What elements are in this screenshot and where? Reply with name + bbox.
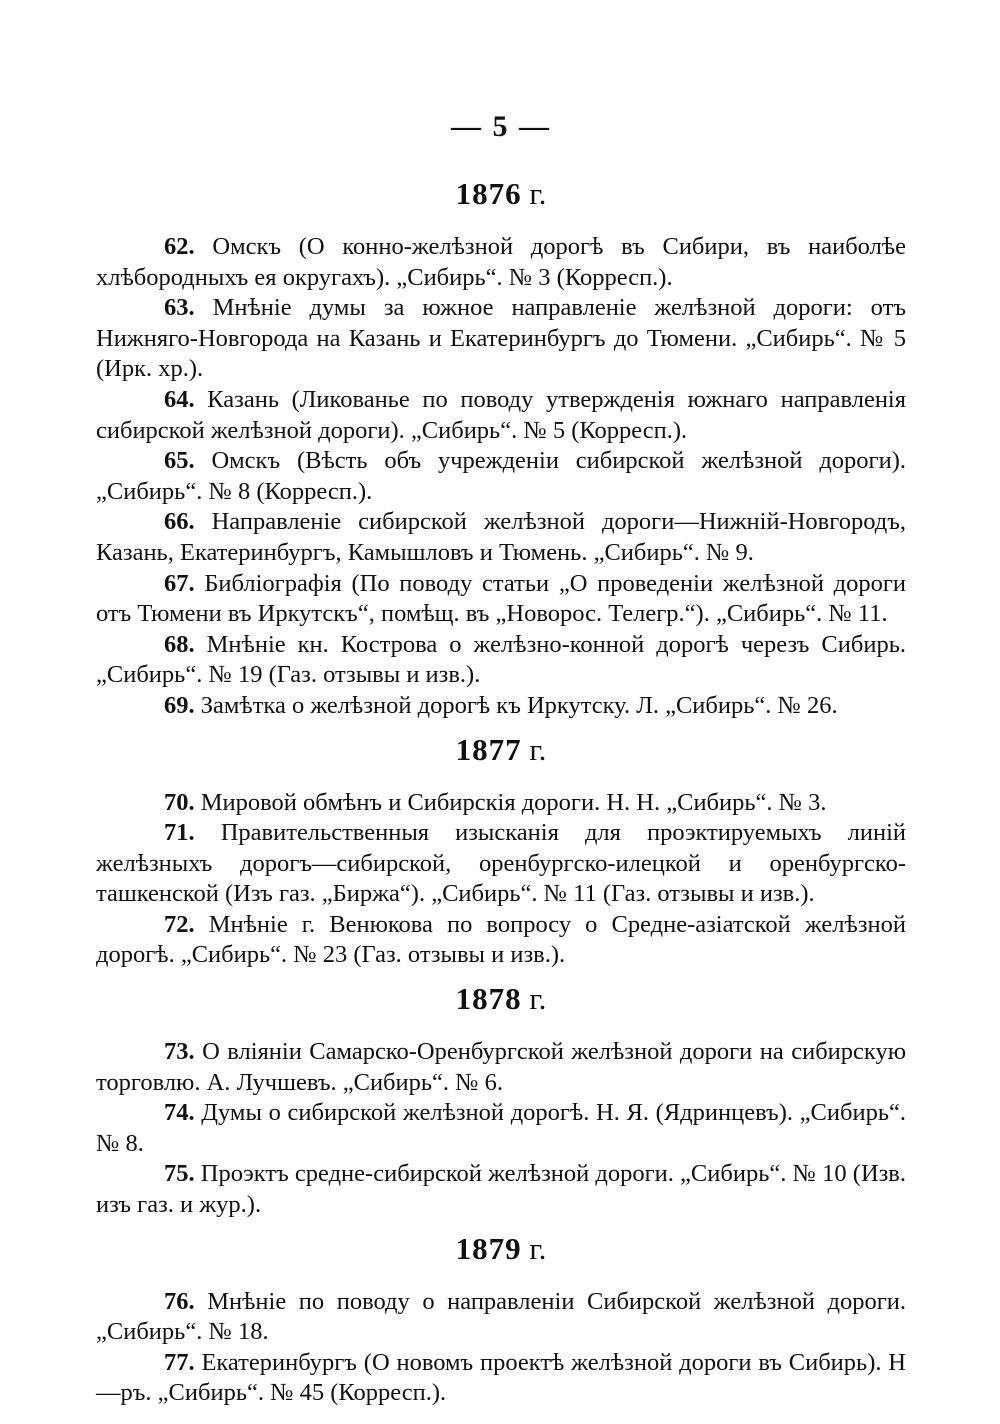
entry-number: 62. xyxy=(164,233,195,260)
entry-number: 67. xyxy=(164,569,195,597)
entry-text: Омскъ (Вѣсть объ учрежденіи сибирской желѣзной дороги). „Сибирь“. № 8 (Корресп.). xyxy=(96,447,906,505)
entry-number: 71. xyxy=(164,819,195,847)
bibliography-entry xyxy=(96,1159,906,1220)
bibliography-entry xyxy=(96,446,906,507)
year-section xyxy=(96,1231,906,1409)
entry-text: Думы о сибирской желѣзной дорогѣ. Н. Я. (Ядринцевъ). „Сибирь“. № 8. xyxy=(96,1099,906,1157)
year-section xyxy=(96,732,906,972)
bibliography-entry xyxy=(96,569,906,630)
entry-text: Мнѣніе думы за южное направленіе желѣзной дороги: отъ Нижняго-Новгорода на Казань и Екатеринбургъ до Тюмени. „Сибирь“. № 5 (Ирк. хр.). xyxy=(96,294,906,383)
entry-text: Библіографія (По поводу статьи „О проведеніи желѣзной дороги отъ Тюмени въ Иркутскъ“, помѣщ. въ „Новорос. Телегр.“). „Сибирь“. № 11. xyxy=(96,569,907,628)
year-number: 1877 xyxy=(455,731,522,767)
year-section xyxy=(96,176,906,722)
bibliography-entry xyxy=(96,1098,906,1159)
year-suffix: г. xyxy=(521,1230,547,1266)
year-suffix: г. xyxy=(521,731,547,767)
year-number: 1878 xyxy=(455,981,522,1017)
bibliography-entry xyxy=(96,691,906,722)
entry-number: 64. xyxy=(164,385,195,413)
bibliography-entry xyxy=(96,818,906,910)
entry-text: Мнѣніе г. Венюкова по вопросу о Средне-азіатской желѣзной дорогѣ. „Сибирь“. № 23 (Газ. отзывы и изв.). xyxy=(96,910,906,969)
entry-text: Мнѣніе кн. Кострова о желѣзно-конной дорогѣ черезъ Сибирь. „Сибирь“. № 19 (Газ. отзывы и изв.). xyxy=(96,630,906,689)
entry-number: 76. xyxy=(164,1287,195,1315)
entry-number: 75. xyxy=(164,1160,195,1188)
entry-number: 69. xyxy=(164,691,195,719)
entry-text: Казань (Ликованье по поводу утвержденія южнаго направленія сибирской желѣзной дороги). „Сибирь“. № 5 (Корресп.). xyxy=(96,385,907,444)
entry-text: Направленіе сибирской желѣзной дороги—Нижній-Новгородъ, Казань, Екатеринбургъ, Камышловъ и Тюмень. „Сибирь“. № 9. xyxy=(96,508,906,566)
bibliography-entry xyxy=(96,630,906,691)
year-section xyxy=(96,981,906,1221)
entry-number: 73. xyxy=(164,1038,195,1066)
bibliography-entry xyxy=(96,232,906,293)
year-heading xyxy=(96,732,906,768)
year-suffix: г. xyxy=(521,176,547,211)
entry-text: О вліяніи Самарско-Оренбургской желѣзной дороги на сибирскую торговлю. А. Лучшевъ. „Сибирь“. № 6. xyxy=(96,1038,907,1096)
entry-text: Омскъ (О конно-желѣзной дорогѣ въ Сибири, въ наиболѣе хлѣбородныхъ ея округахъ). „Сибирь“. № 3 (Корресп.). xyxy=(96,233,907,291)
entry-number: 66. xyxy=(164,508,195,536)
entry-number: 74. xyxy=(164,1099,195,1127)
year-heading xyxy=(96,981,906,1017)
entry-text: Правительственныя изысканія для проэктируемыхъ линій желѣзныхъ дорогъ—сибирской, оренбургско-илецкой и оренбургско-ташкенской (Изъ газ. „Биржа“). „Сибирь“. № 11 (Газ. отзывы и изв.). xyxy=(96,819,907,908)
entry-number: 65. xyxy=(164,447,195,475)
bibliography-entry xyxy=(96,507,906,568)
year-number: 1879 xyxy=(455,1230,522,1266)
entry-text: Замѣтка о желѣзной дорогѣ къ Иркутску. Л. „Сибирь“. № 26. xyxy=(200,691,838,719)
bibliography-entry xyxy=(96,1348,906,1409)
bibliography-entry xyxy=(96,1037,906,1098)
entry-number: 77. xyxy=(164,1348,195,1376)
entry-text: Мировой обмѣнъ и Сибирскія дороги. Н. Н. „Сибирь“. № 3. xyxy=(200,788,827,816)
entry-number: 63. xyxy=(164,294,195,322)
page-number: — 5 — xyxy=(451,110,551,143)
entry-number: 72. xyxy=(164,910,195,938)
year-heading xyxy=(96,1231,906,1267)
entry-text: Проэктъ средне-сибирской желѣзной дороги. „Сибирь“. № 10 (Изв. изъ газ. и жур.). xyxy=(96,1160,907,1219)
document-page xyxy=(96,110,906,1419)
bibliography-entry xyxy=(96,385,906,446)
year-number: 1876 xyxy=(455,176,522,211)
entry-number: 70. xyxy=(164,788,195,816)
year-heading xyxy=(96,176,906,212)
entry-text: Екатеринбургъ (О новомъ проектѣ желѣзной дороги въ Сибирь). Н—ръ. „Сибирь“. № 45 (Корресп.). xyxy=(96,1348,906,1407)
entry-number: 68. xyxy=(164,630,195,658)
year-suffix: г. xyxy=(521,981,547,1017)
bibliography-entry xyxy=(96,1287,906,1348)
bibliography-entry xyxy=(96,293,906,385)
entry-text: Мнѣніе по поводу о направленіи Сибирской желѣзной дороги. „Сибирь“. № 18. xyxy=(96,1287,907,1346)
bibliography-entry xyxy=(96,788,906,819)
bibliography-entry xyxy=(96,910,906,971)
sections-container xyxy=(96,176,906,1409)
